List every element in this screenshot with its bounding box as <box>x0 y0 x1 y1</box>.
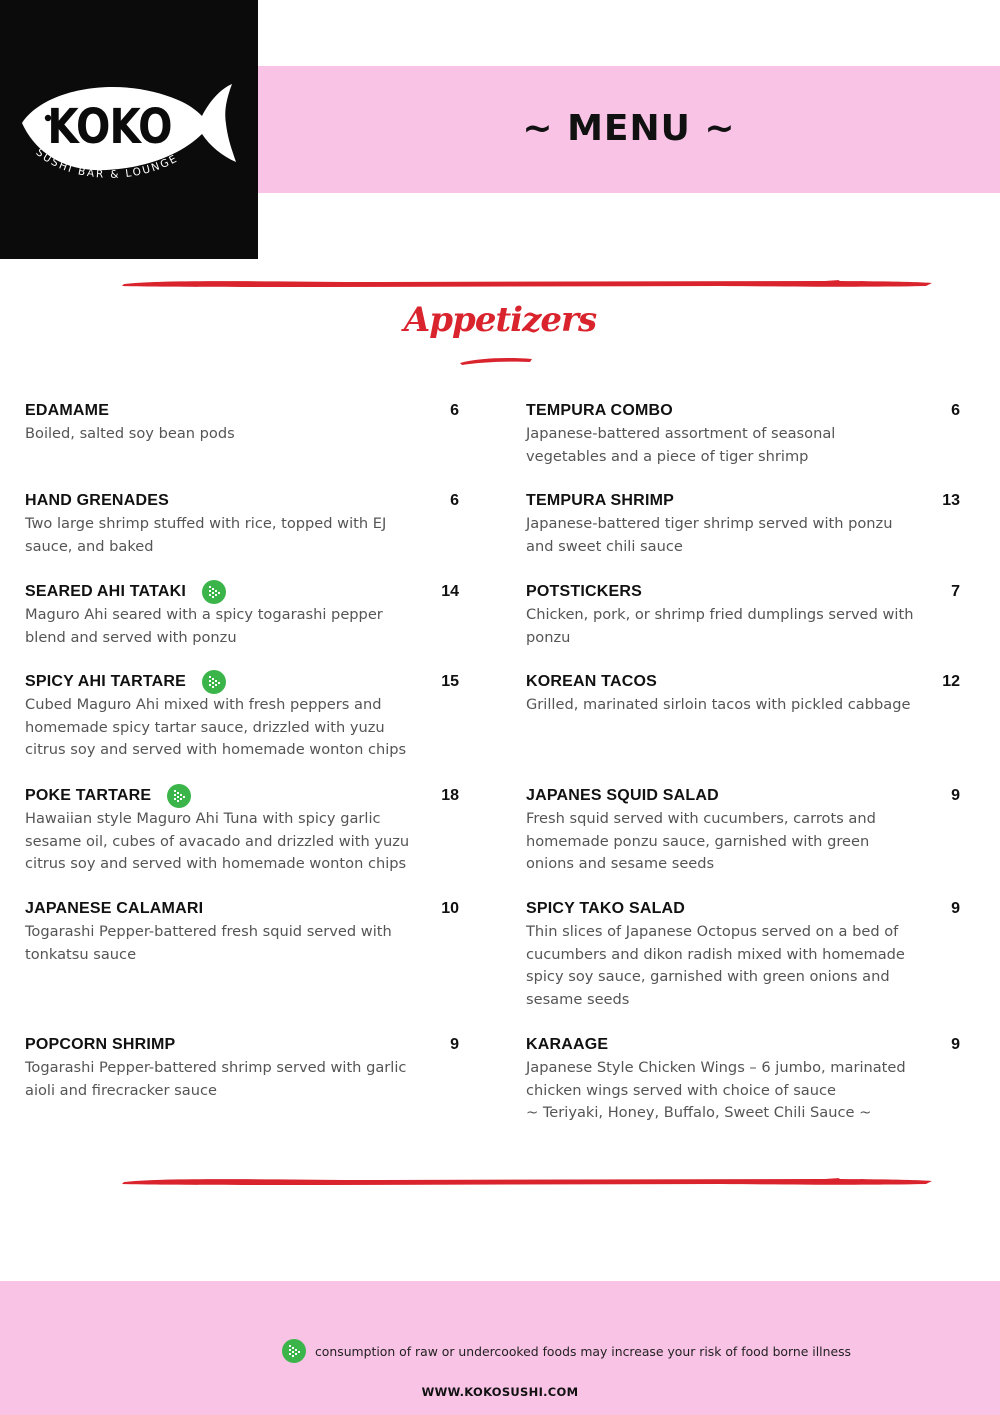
menu-item-description: Grilled, marinated sirloin tacos with pickled cabbage <box>526 696 911 713</box>
menu-item-header <box>526 671 960 693</box>
menu-item <box>526 581 960 649</box>
menu-item-name: POPCORN SHRIMP <box>25 1036 176 1053</box>
menu-item-name-wrap <box>526 492 674 510</box>
section-title: Appetizers <box>403 300 597 340</box>
menu-item-price: 6 <box>450 402 459 419</box>
menu-item-header <box>526 785 960 807</box>
brush-divider-bottom <box>120 1175 935 1189</box>
menu-item-name: SEARED AHI TATAKI <box>25 583 187 600</box>
menu-item <box>526 785 960 876</box>
menu-item <box>25 671 459 762</box>
menu-item-name: POTSTICKERS <box>526 583 642 600</box>
raw-food-disclaimer <box>282 1339 851 1363</box>
menu-item-header <box>25 1034 459 1056</box>
menu-item-name-wrap <box>25 900 203 918</box>
page-title: ~ MENU ~ <box>522 108 736 149</box>
menu-item <box>25 1034 459 1102</box>
menu-item-header <box>25 671 459 693</box>
menu-item-price: 9 <box>450 1036 459 1053</box>
menu-item-description: Togarashi Pepper-battered shrimp served with garlic aioli and firecracker sauce <box>25 1059 407 1099</box>
menu-item-name-wrap <box>25 784 191 808</box>
menu-item-description: Fresh squid served with cucumbers, carrots and homemade ponzu sauce, garnished with green onions and sesame seeds <box>526 810 876 873</box>
menu-item <box>526 898 960 1012</box>
menu-item-price: 6 <box>951 402 960 419</box>
menu-item-name: JAPANES SQUID SALAD <box>526 787 719 804</box>
menu-item-name-wrap <box>25 580 226 604</box>
menu-item-name-wrap <box>526 1036 608 1054</box>
menu-item-name: KARAAGE <box>526 1036 609 1053</box>
menu-item-description: Japanese-battered tiger shrimp served with ponzu and sweet chili sauce <box>526 515 893 555</box>
menu-item-name: SPICY TAKO SALAD <box>526 900 686 917</box>
menu-item-price: 13 <box>942 492 960 509</box>
menu-item-name: JAPANESE CALAMARI <box>25 900 204 917</box>
brush-divider-top <box>120 277 935 291</box>
menu-item-name: TEMPURA COMBO <box>526 402 673 419</box>
menu-item-description: Boiled, salted soy bean pods <box>25 425 235 442</box>
menu-item-header <box>526 400 960 422</box>
menu-item-description: Togarashi Pepper-battered fresh squid served with tonkatsu sauce <box>25 923 392 963</box>
brand-name: KOKO <box>47 98 172 155</box>
fish-logo-icon <box>0 0 258 259</box>
menu-item-price: 18 <box>441 787 459 804</box>
menu-item-name-wrap <box>526 402 673 420</box>
raw-fish-warning-icon <box>202 580 226 604</box>
menu-item-description: Maguro Ahi seared with a spicy togarashi pepper blend and served with ponzu <box>25 606 383 646</box>
menu-item-name: EDAMAME <box>25 402 110 419</box>
menu-item-price: 6 <box>450 492 459 509</box>
logo-panel <box>0 0 258 259</box>
menu-item-description: Japanese-battered assortment of seasonal vegetables and a piece of tiger shrimp <box>526 425 836 465</box>
brand-tagline: SUSHI BAR & LOUNGE <box>33 146 181 181</box>
menu-item-price: 15 <box>441 673 459 690</box>
menu-item-name-wrap <box>526 583 642 601</box>
header-band <box>258 66 1000 193</box>
disclaimer-text: consumption of raw or undercooked foods may increase your risk of food borne illness <box>315 1343 852 1359</box>
menu-item-name: TEMPURA SHRIMP <box>526 492 674 509</box>
menu-item-header <box>526 581 960 603</box>
menu-item-name-wrap <box>25 670 226 694</box>
menu-item-header <box>25 785 459 807</box>
menu-item-name: POKE TARTARE <box>25 787 152 804</box>
menu-item-name-wrap <box>526 673 657 691</box>
menu-item-name-wrap <box>526 787 719 805</box>
menu-item-description: Japanese Style Chicken Wings – 6 jumbo, marinated chicken wings served with choice of sauce ~ Teriyaki, Honey, Buffalo, Sweet Chili Sauce ~ <box>526 1059 906 1122</box>
raw-fish-warning-icon <box>202 670 226 694</box>
menu-item-price: 12 <box>942 673 960 690</box>
menu-item-description: Two large shrimp stuffed with rice, topped with EJ sauce, and baked <box>25 515 387 555</box>
website-link[interactable]: WWW.KOKOSUSHI.COM <box>421 1385 579 1399</box>
menu-item-header <box>25 581 459 603</box>
menu-item-name: SPICY AHI TARTARE <box>25 673 187 690</box>
menu-item-description: Cubed Maguro Ahi mixed with fresh peppers and homemade spicy tartar sauce, drizzled with yuzu citrus soy and served with homemade wonton chips <box>25 696 407 759</box>
section-underline <box>458 356 534 366</box>
menu-item-description: Thin slices of Japanese Octopus served on a bed of cucumbers and dikon radish mixed with homemade spicy soy sauce, garnished with green onions and sesame seeds <box>526 923 905 1009</box>
menu-item-name-wrap <box>25 1036 175 1054</box>
menu-item-price: 9 <box>951 1036 960 1053</box>
menu-item-header <box>25 490 459 512</box>
menu-item <box>526 400 960 468</box>
menu-item-header <box>526 1034 960 1056</box>
menu-item-price: 10 <box>441 900 459 917</box>
menu-item <box>526 490 960 558</box>
menu-item-name: HAND GRENADES <box>25 492 169 509</box>
raw-fish-warning-icon <box>167 784 191 808</box>
menu-item <box>526 671 960 717</box>
menu-item-header <box>25 898 459 920</box>
menu-item-price: 9 <box>951 900 960 917</box>
menu-item <box>25 581 459 649</box>
menu-item-name-wrap <box>526 900 685 918</box>
footer-band <box>0 1281 1000 1415</box>
menu-item-price: 9 <box>951 787 960 804</box>
menu-item-name: KOREAN TACOS <box>526 673 657 690</box>
menu-item-description: Hawaiian style Maguro Ahi Tuna with spicy garlic sesame oil, cubes of avacado and drizzled with yuzu citrus soy and served with homemade wonton chips <box>25 810 410 873</box>
menu-item <box>25 898 459 966</box>
menu-item <box>25 490 459 558</box>
menu-item <box>25 785 459 876</box>
menu-item-description: Chicken, pork, or shrimp fried dumplings served with ponzu <box>526 606 914 646</box>
menu-item-name-wrap <box>25 402 109 420</box>
menu-item-price: 7 <box>951 583 960 600</box>
menu-item-header <box>526 898 960 920</box>
raw-fish-warning-icon <box>282 1339 306 1363</box>
menu-item-header <box>25 400 459 422</box>
menu-item-header <box>526 490 960 512</box>
menu-item <box>526 1034 960 1125</box>
menu-item <box>25 400 459 446</box>
menu-item-price: 14 <box>441 583 459 600</box>
menu-item-name-wrap <box>25 492 169 510</box>
